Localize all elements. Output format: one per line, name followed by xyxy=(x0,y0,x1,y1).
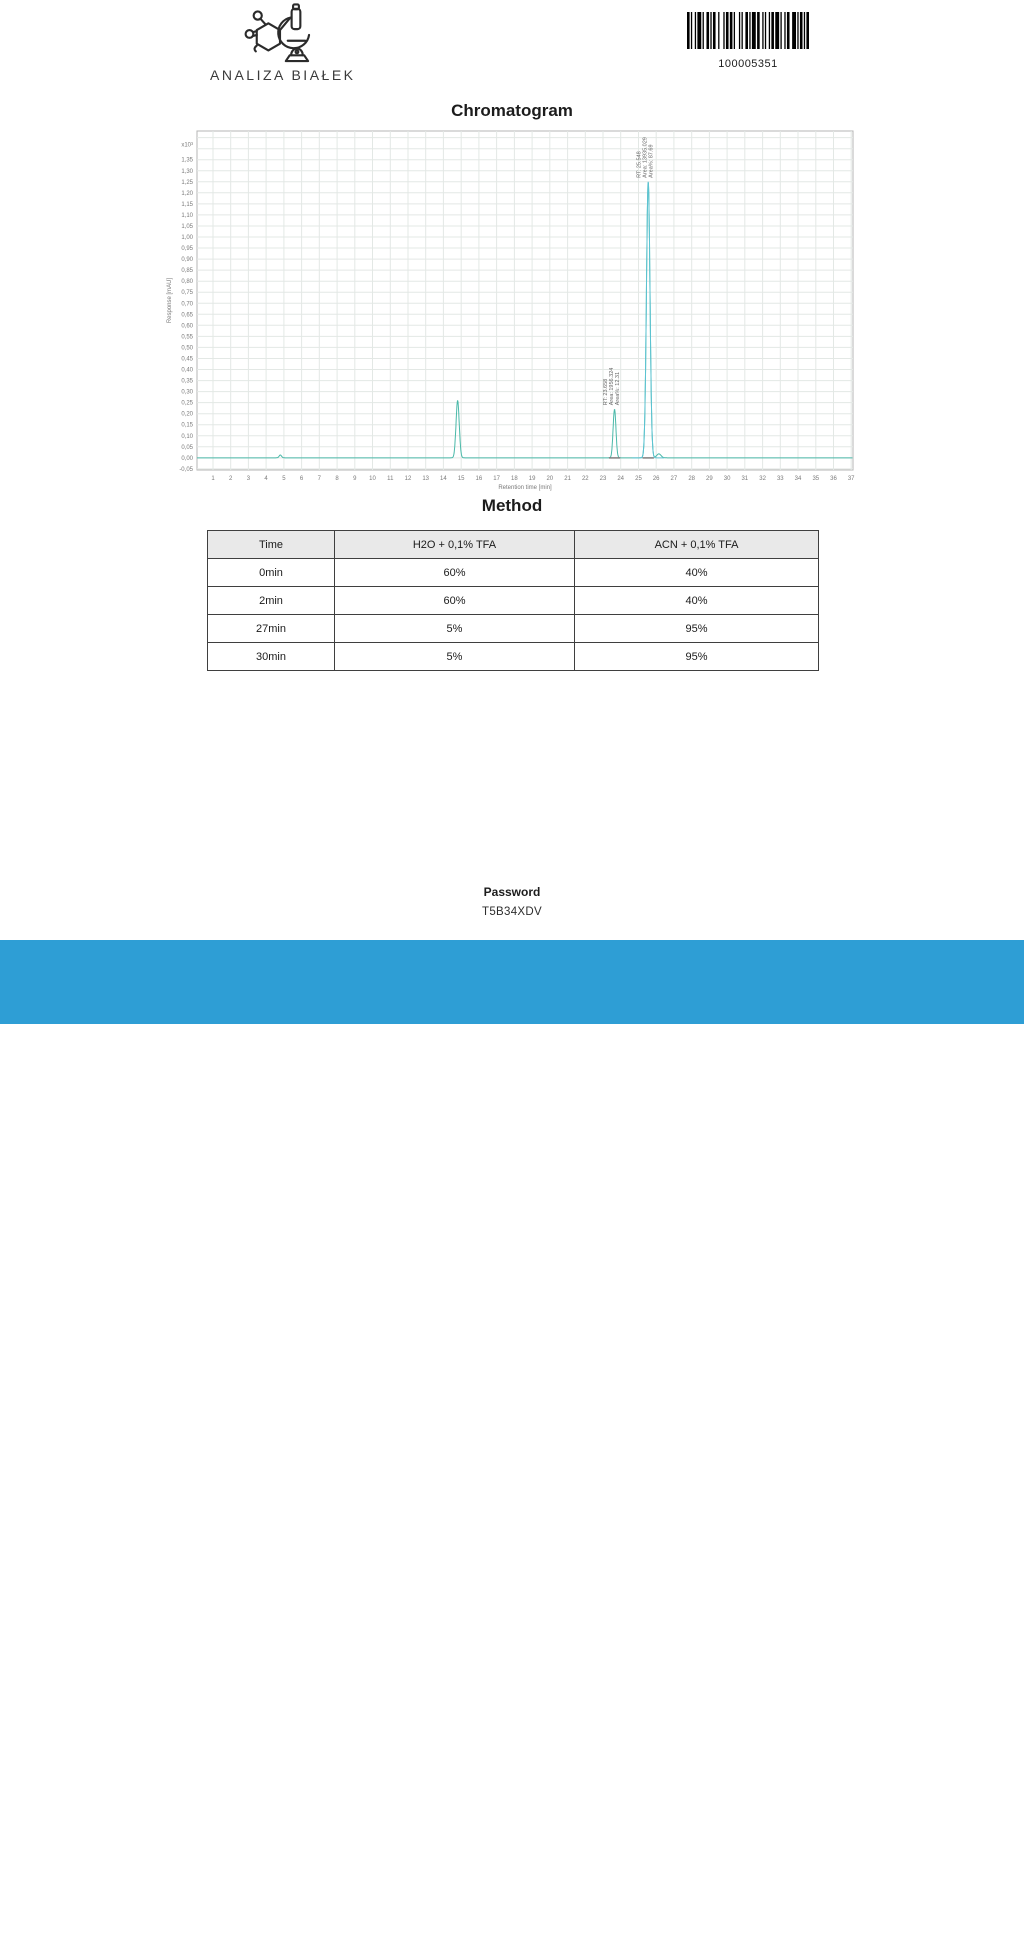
svg-text:13: 13 xyxy=(422,476,429,482)
svg-text:1,10: 1,10 xyxy=(181,213,193,219)
technician-title: Lab technician: xyxy=(679,1896,836,1910)
table-row xyxy=(208,615,819,643)
krs-label: KRS: xyxy=(219,1903,246,1915)
method-table xyxy=(207,530,819,671)
svg-text:0,70: 0,70 xyxy=(181,301,193,307)
table-row xyxy=(208,559,819,587)
svg-text:37: 37 xyxy=(848,476,855,482)
technician-role: Analysis and research specialist xyxy=(679,1910,836,1924)
svg-text:11: 11 xyxy=(387,476,394,482)
header-time: Time xyxy=(208,531,335,559)
cell-acn: 40% xyxy=(575,587,819,615)
svg-text:21: 21 xyxy=(564,476,571,482)
cell-time: 0min xyxy=(208,559,335,587)
svg-text:0,35: 0,35 xyxy=(181,379,193,385)
company-name: Analiza Białek sp. z o.o. xyxy=(219,1889,343,1903)
footer-headquarters xyxy=(434,1896,592,1937)
footer-technician xyxy=(679,1896,836,1937)
svg-text:2: 2 xyxy=(229,476,233,482)
svg-text:16: 16 xyxy=(476,476,483,482)
svg-text:Response [mAU]: Response [mAU] xyxy=(167,277,173,323)
table-row xyxy=(208,643,819,671)
svg-text:6: 6 xyxy=(300,476,304,482)
svg-text:1,15: 1,15 xyxy=(181,202,193,208)
svg-text:x10³: x10³ xyxy=(181,142,193,148)
chromatogram-plot xyxy=(160,128,860,496)
barcode-value: 100005351 xyxy=(686,58,810,70)
svg-text:0,25: 0,25 xyxy=(181,401,193,407)
svg-text:28: 28 xyxy=(688,476,695,482)
headquarters-title: Headquarters and Laboratory: xyxy=(434,1896,592,1910)
svg-text:34: 34 xyxy=(795,476,802,482)
svg-text:0,95: 0,95 xyxy=(181,246,193,252)
table-row xyxy=(208,587,819,615)
svg-text:Area: 13935.029: Area: 13935.029 xyxy=(643,137,649,178)
svg-text:0,75: 0,75 xyxy=(181,290,193,296)
svg-text:14: 14 xyxy=(440,476,447,482)
svg-text:31: 31 xyxy=(741,476,748,482)
chromatogram-chart xyxy=(160,128,860,496)
nip-label: NIP: xyxy=(219,1916,241,1928)
svg-text:0,60: 0,60 xyxy=(181,323,193,329)
svg-text:15: 15 xyxy=(458,476,465,482)
svg-text:5: 5 xyxy=(282,476,286,482)
svg-text:23: 23 xyxy=(600,476,607,482)
svg-text:Area%: 12.31: Area%: 12.31 xyxy=(615,372,621,405)
svg-text:18: 18 xyxy=(511,476,518,482)
svg-text:27: 27 xyxy=(671,476,678,482)
password-value: T5B34XDV xyxy=(0,906,1024,918)
svg-text:8: 8 xyxy=(335,476,339,482)
cell-acn: 40% xyxy=(575,559,819,587)
cell-h2o: 5% xyxy=(335,643,575,671)
cell-h2o: 60% xyxy=(335,559,575,587)
cell-h2o: 5% xyxy=(335,615,575,643)
svg-text:Area%: 87.69: Area%: 87.69 xyxy=(649,144,655,177)
svg-text:29: 29 xyxy=(706,476,713,482)
chromatogram-title: Chromatogram xyxy=(0,101,1024,121)
svg-text:26: 26 xyxy=(653,476,660,482)
header-h2o: H2O + 0,1% TFA xyxy=(335,531,575,559)
svg-text:35: 35 xyxy=(812,476,819,482)
header-acn: ACN + 0,1% TFA xyxy=(575,531,819,559)
svg-text:19: 19 xyxy=(529,476,536,482)
svg-text:0,85: 0,85 xyxy=(181,268,193,274)
cell-h2o: 60% xyxy=(335,587,575,615)
svg-text:0,00: 0,00 xyxy=(181,456,193,462)
table-header-row xyxy=(208,531,819,559)
svg-text:0,55: 0,55 xyxy=(181,334,193,340)
svg-text:0,40: 0,40 xyxy=(181,368,193,374)
svg-text:4: 4 xyxy=(264,476,268,482)
svg-text:1,00: 1,00 xyxy=(181,235,193,241)
password-label: Password xyxy=(0,885,1024,899)
logo xyxy=(210,2,350,83)
svg-text:7: 7 xyxy=(318,476,322,482)
barcode-icon xyxy=(687,12,809,49)
molecule-and-microscope-icon xyxy=(244,2,316,64)
svg-text:32: 32 xyxy=(759,476,766,482)
svg-text:0,45: 0,45 xyxy=(181,357,193,363)
cell-time: 30min xyxy=(208,643,335,671)
svg-text:1,30: 1,30 xyxy=(181,169,193,175)
svg-text:-0,05: -0,05 xyxy=(179,467,193,473)
company-krs xyxy=(219,1903,343,1917)
svg-text:RT: 23.658: RT: 23.658 xyxy=(603,379,609,406)
svg-text:RT: 25.548: RT: 25.548 xyxy=(637,151,643,178)
svg-text:36: 36 xyxy=(830,476,837,482)
svg-text:1: 1 xyxy=(211,476,215,482)
svg-text:24: 24 xyxy=(617,476,624,482)
headquarters-building: Budynek DELTA xyxy=(434,1923,592,1937)
svg-text:0,90: 0,90 xyxy=(181,257,193,263)
svg-text:10: 10 xyxy=(369,476,376,482)
svg-text:Area: 1956.324: Area: 1956.324 xyxy=(609,368,615,406)
svg-text:30: 30 xyxy=(724,476,731,482)
footer-company xyxy=(219,1889,343,1943)
nip-value: 8992922970 xyxy=(244,1916,305,1928)
krs-value: 0000966168 xyxy=(249,1903,310,1915)
technician-name: mgr Arkadiusz Zając xyxy=(679,1923,836,1937)
svg-text:0,15: 0,15 xyxy=(181,423,193,429)
svg-text:0,30: 0,30 xyxy=(181,390,193,396)
svg-text:9: 9 xyxy=(353,476,357,482)
svg-text:0,20: 0,20 xyxy=(181,412,193,418)
headquarters-address: ul. Duńska 9, 54-427 Wrocław xyxy=(434,1910,592,1924)
svg-text:33: 33 xyxy=(777,476,784,482)
method-title: Method xyxy=(0,496,1024,516)
svg-text:0,50: 0,50 xyxy=(181,345,193,351)
svg-text:20: 20 xyxy=(546,476,553,482)
svg-text:25: 25 xyxy=(635,476,642,482)
svg-text:0,65: 0,65 xyxy=(181,312,193,318)
svg-text:0,05: 0,05 xyxy=(181,445,193,451)
cell-acn: 95% xyxy=(575,615,819,643)
cell-time: 2min xyxy=(208,587,335,615)
svg-text:1,05: 1,05 xyxy=(181,224,193,230)
svg-text:12: 12 xyxy=(405,476,412,482)
svg-text:1,20: 1,20 xyxy=(181,191,193,197)
logo-text: ANALIZA BIAŁEK xyxy=(210,67,350,83)
barcode xyxy=(686,12,810,70)
svg-text:22: 22 xyxy=(582,476,589,482)
regon-value: 521751875 xyxy=(266,1930,321,1942)
svg-text:3: 3 xyxy=(247,476,251,482)
svg-text:1,35: 1,35 xyxy=(181,158,193,164)
svg-text:Retention time [min]: Retention time [min] xyxy=(498,485,552,491)
company-nip xyxy=(219,1916,343,1930)
svg-text:0,80: 0,80 xyxy=(181,279,193,285)
svg-text:1,25: 1,25 xyxy=(181,180,193,186)
cell-acn: 95% xyxy=(575,643,819,671)
cell-time: 27min xyxy=(208,615,335,643)
company-regon xyxy=(219,1930,343,1943)
svg-text:17: 17 xyxy=(493,476,500,482)
footer xyxy=(0,940,1024,1024)
regon-label: REGON: xyxy=(219,1930,263,1942)
svg-text:0,10: 0,10 xyxy=(181,434,193,440)
